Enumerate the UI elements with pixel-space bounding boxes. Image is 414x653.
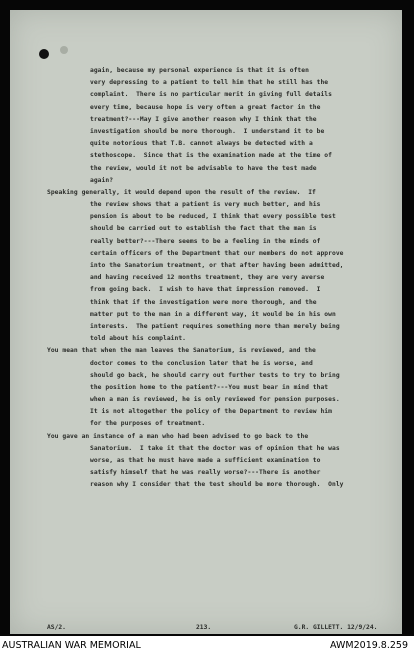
archive-caption-bar (0, 637, 414, 653)
typed-page (10, 10, 402, 634)
text-line: certain officers of the Department that our members do not approve (90, 249, 344, 257)
text-line: again? (90, 176, 114, 184)
text-line: for the purposes of treatment. (90, 420, 206, 428)
archive-name: AUSTRALIAN WAR MEMORIAL (2, 640, 141, 651)
archive-reference: AWM2019.8.259 (330, 640, 408, 651)
punch-hole-mark (60, 46, 68, 54)
text-line: Sanatorium. I take it that the doctor was of opinion that he was (90, 444, 340, 452)
text-line: quite notorious that T.B. cannot always be detected with a (90, 140, 313, 148)
text-line: into the Sanatorium treatment, or that after having been admitted, (90, 262, 344, 269)
text-line: really better?---There seems to be a feeling in the minds of (90, 237, 321, 245)
page-footer (10, 624, 402, 636)
text-line: pension is about to be reduced, I think that every possible test (90, 213, 336, 221)
text-line: reason why I consider that the test should be more thorough. Only (90, 481, 344, 489)
text-line: complaint. There is no particular merit in giving full details (90, 91, 332, 99)
text-line: You gave an instance of a man who had been advised to go back to the (47, 432, 309, 440)
text-line: should go back, he should carry out further tests to try to bring (90, 371, 340, 379)
text-line: very depressing to a patient to tell him that he still has the (90, 79, 329, 87)
text-line: and having received 12 months treatment, they are very averse (90, 274, 325, 282)
text-line: doctor comes to the conclusion later that he is worse, and (90, 359, 313, 367)
text-line: treatment?---May I give another reason why I think that the (90, 115, 317, 123)
text-line: think that if the investigation were more thorough, and the (90, 298, 317, 306)
text-line: You mean that when the man leaves the Sanatorium, is reviewed, and the (47, 347, 316, 355)
punch-hole (39, 49, 49, 59)
text-line: stethoscope. Since that is the examination made at the time of (90, 152, 332, 160)
footer-reference: AS/2. (47, 624, 66, 631)
text-line: from going back. I wish to have that impression removed. I (90, 286, 321, 294)
text-line: It is not altogether the policy of the Department to review him (90, 408, 332, 416)
text-line: matter put to the man in a different way, it would be in his own (90, 310, 336, 318)
text-line: again, because my personal experience is that it is often (90, 67, 309, 74)
text-line: told about his complaint. (90, 335, 187, 343)
text-line: when a man is reviewed, he is only reviewed for pension purposes. (90, 396, 340, 404)
text-line: the position home to the patient?---You must bear in mind that (90, 383, 329, 391)
text-line: Speaking generally, it would depend upon the result of the review. If (47, 188, 316, 196)
text-line: interests. The patient requires something more than merely being (90, 322, 340, 330)
footer-page-number: 213. (196, 624, 212, 631)
text-line: satisfy himself that he was really worse?---There is another (90, 469, 321, 477)
text-line: every time, because hope is very often a great factor in the (90, 103, 321, 111)
text-line: the review, would it not be advisable to have the test made (90, 164, 317, 172)
text-line: the review shows that a patient is very much better, and his (90, 201, 321, 209)
text-line: worse, as that he must have made a sufficient examination to (90, 457, 321, 464)
text-line: investigation should be more thorough. I understand it to be (90, 127, 325, 135)
footer-reporter-date: G.R. GILLETT. 12/9/24. (294, 624, 378, 631)
transcript-body (10, 65, 402, 492)
text-line: should be carried out to establish the fact that the man is (90, 225, 317, 233)
